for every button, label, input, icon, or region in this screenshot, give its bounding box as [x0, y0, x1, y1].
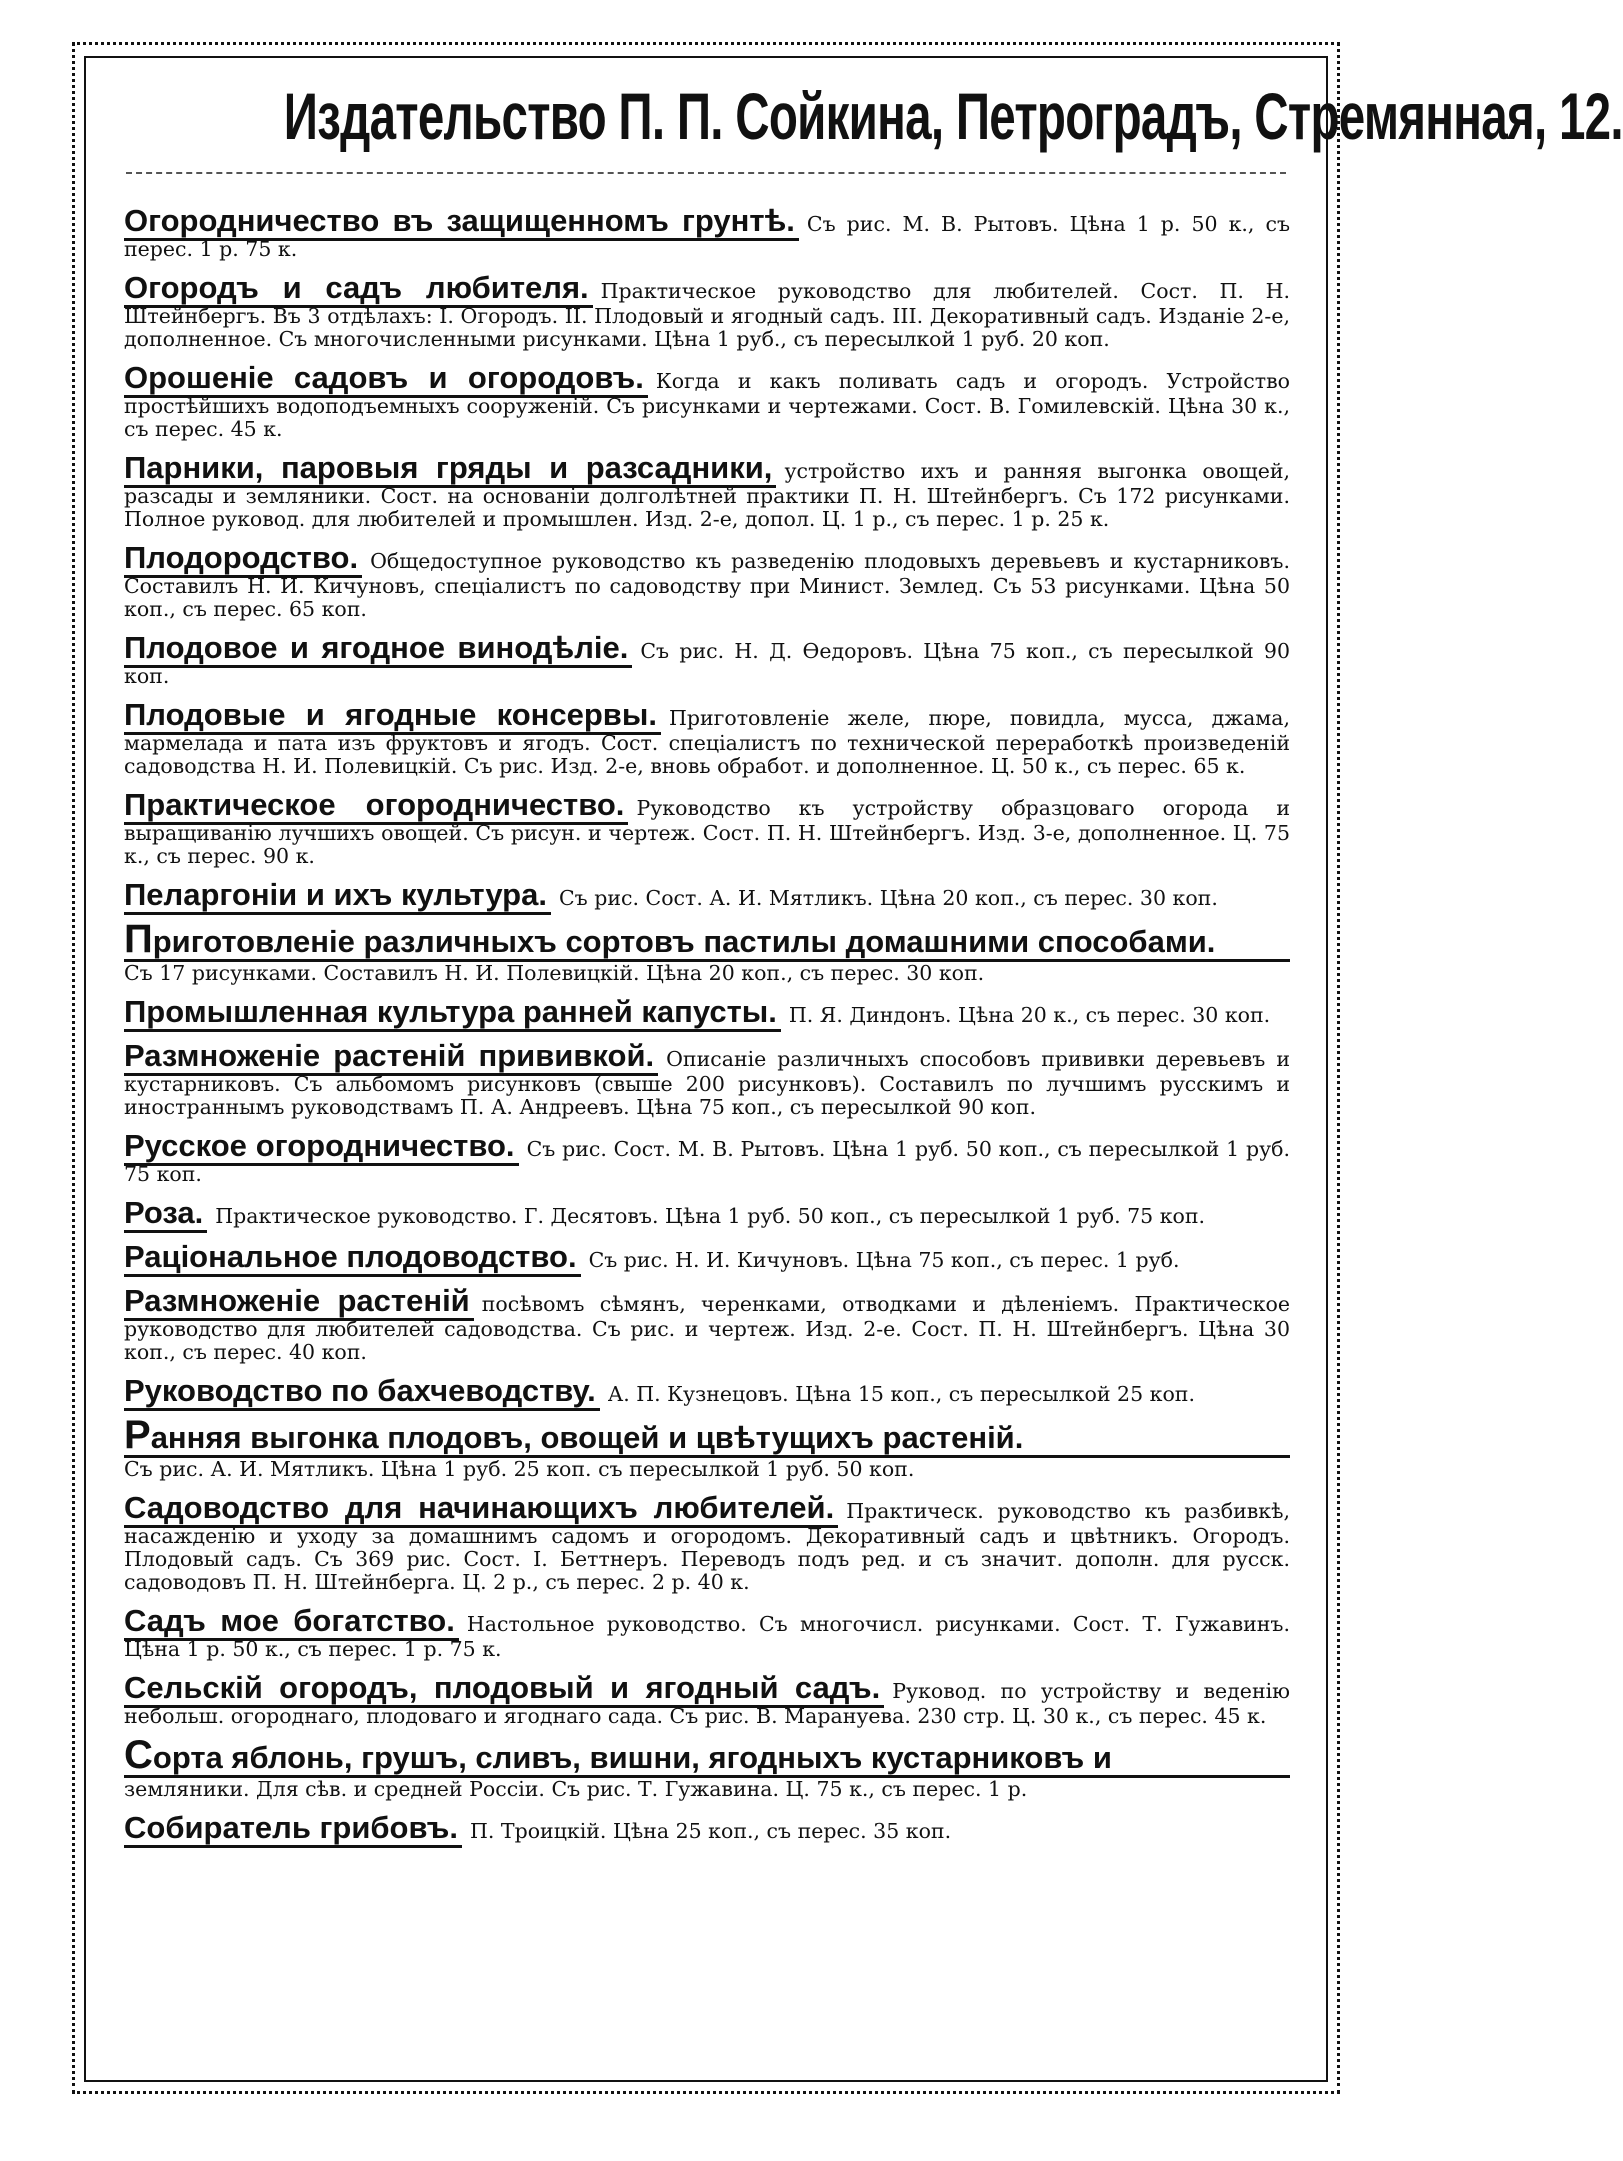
entry-description: П. Я. Диндонъ. Цѣна 20 к., съ перес. 30 коп.	[788, 1003, 1271, 1027]
entry-description: А. П. Кузнецовъ. Цѣна 15 коп., съ пересылкой 25 коп.	[607, 1382, 1195, 1406]
entry-title: Садъ мое богатство.	[124, 1603, 459, 1641]
catalog-entry	[124, 204, 1290, 261]
entry-title: Парники, паровыя гряды и разсадники,	[124, 450, 776, 488]
catalog-list	[124, 204, 1290, 1855]
catalog-entry	[124, 1240, 1290, 1274]
entry-description: Съ рис. Н. Д. Өедоровъ. Цѣна 75 коп., съ пересылкой 90 коп.	[124, 639, 1291, 688]
catalog-entry	[124, 1374, 1290, 1408]
catalog-entry	[124, 698, 1290, 778]
catalog-entry	[124, 1604, 1290, 1661]
entry-title: Сорта яблонь, грушъ, сливъ, вишни, ягодныхъ кустарниковъ и	[124, 1738, 1290, 1778]
entry-title: Огородничество въ защищенномъ грунтѣ.	[124, 203, 799, 241]
entry-title: Пеларгоніи и ихъ культура.	[124, 877, 551, 915]
catalog-entry	[124, 878, 1290, 912]
catalog-entry	[124, 995, 1290, 1029]
entry-description: Съ рис. А. И. Мятликъ. Цѣна 1 руб. 25 коп. съ пересылкой 1 руб. 50 коп.	[124, 1457, 915, 1481]
entry-title: Огородъ и садъ любителя.	[124, 270, 593, 308]
entry-title: Сельскій огородъ, плодовый и ягодный садъ.	[124, 1670, 884, 1708]
catalog-entry	[124, 541, 1290, 621]
entry-description: Съ 17 рисунками. Составилъ Н. И. Полевицкій. Цѣна 20 коп., съ перес. 30 коп.	[124, 961, 985, 985]
entry-description: Описаніе различныхъ способовъ прививки деревьевъ и кустарниковъ. Съ альбомомъ рисунковъ (свыше 200 рисунковъ). Составилъ по лучшимъ русскимъ и иностраннымъ руководствамъ П. А. Андреевъ. Цѣна 75 коп., съ пересылкой 90 коп.	[124, 1047, 1290, 1119]
catalog-entry	[124, 1129, 1290, 1186]
catalog-entry	[124, 1196, 1290, 1230]
catalog-entry	[124, 1039, 1290, 1119]
entry-title: Промышленная культура ранней капусты.	[124, 994, 781, 1032]
entry-description: земляники. Для сѣв. и средней Россіи. Съ рис. Т. Гужавина. Ц. 75 к., съ перес. 1 р.	[124, 1777, 1028, 1801]
entry-title: Ранняя выгонка плодовъ, овощей и цвѣтущихъ растеній.	[124, 1418, 1290, 1458]
catalog-entry	[124, 917, 1290, 985]
entry-description: устройство ихъ и ранняя выгонка овощей, разсады и земляники. Сост. на основаніи долголѣтней практики П. Н. Штейнбергъ. Съ 172 рисунками. Полное руковод. для любителей и промышлен. Изд. 2-е, допол. Ц. 1 р., съ перес. 1 р. 25 к.	[124, 459, 1291, 531]
entry-description: посѣвомъ сѣмянъ, черенками, отводками и дѣленіемъ. Практическое руководство для любителей садоводства. Съ рис. и чертеж. Изд. 2-е. Сост. П. Н. Штейнбергъ. Цѣна 30 коп., съ перес. 40 коп.	[124, 1292, 1290, 1364]
publisher-header: Издательство П. П. Сойкина, Петроградъ, Стремянная, 12.	[283, 79, 1623, 153]
entry-description: Руковод. по устройству и веденію небольш. огороднаго, плодоваго и ягоднаго сада. Съ рис. В. Марануева. 230 стр. Ц. 30 к., съ перес. 45 к.	[124, 1679, 1291, 1728]
catalog-entry	[124, 631, 1290, 688]
catalog-entry	[124, 1491, 1290, 1594]
entry-description: Приготовленіе желе, пюре, повидла, мусса, джама, мармелада и пата изъ фруктовъ и ягодъ. Сост. спеціалистъ по технической переработкѣ произведеній садоводства Н. И. Полевицкій. Съ рис. Изд. 2-е, вновь обработ. и дополненное. Ц. 50 к., съ перес. 65 к.	[124, 706, 1290, 778]
entry-title: Садоводство для начинающихъ любителей.	[124, 1490, 838, 1528]
entry-title: Русское огородничество.	[124, 1128, 519, 1166]
catalog-entry	[124, 788, 1290, 868]
catalog-entry	[124, 271, 1290, 351]
entry-description: Общедоступное руководство къ разведенію плодовыхъ деревьевъ и кустарниковъ. Составилъ Н. И. Кичуновъ, спеціалистъ по садоводству при Минист. Землед. Съ 53 рисунками. Цѣна 50 коп., съ перес. 65 коп.	[124, 549, 1290, 621]
entry-title: Размноженіе растеній	[124, 1283, 474, 1321]
catalog-entry	[124, 1671, 1290, 1728]
entry-description: Практическ. руководство къ разбивкѣ, насажденію и уходу за домашнимъ садомъ и огородомъ. Декоративный садъ и цвѣтникъ. Огородъ. Плодовый садъ. Съ 369 рис. Сост. I. Беттнеръ. Переводъ подъ ред. и съ значит. дополн. для русск. садоводовъ П. Н. Штейнберга. Ц. 2 р., съ перес. 2 р. 40 к.	[124, 1499, 1290, 1594]
header-divider	[126, 172, 1286, 174]
entry-title: Плодородство.	[124, 540, 362, 578]
catalog-entry	[124, 1284, 1290, 1364]
catalog-entry	[124, 1413, 1290, 1481]
entry-title: Размноженіе растеній прививкой.	[124, 1038, 658, 1076]
entry-title: Приготовленіе различныхъ сортовъ пастилы домашними способами.	[124, 922, 1290, 962]
entry-description: Практическое руководство для любителей. Сост. П. Н. Штейнбергъ. Въ 3 отдѣлахъ: I. Огородъ. II. Плодовый и ягодный садъ. III. Декоративный садъ. Изданіе 2-е, дополненное. Съ многочисленными рисунками. Цѣна 1 руб., съ пересылкой 1 руб. 20 коп.	[124, 279, 1290, 351]
entry-title: Руководство по бахчеводству.	[124, 1373, 600, 1411]
entry-title: Роза.	[124, 1195, 207, 1233]
entry-title: Раціональное плодоводство.	[124, 1239, 581, 1277]
entry-description: П. Троицкій. Цѣна 25 коп., съ перес. 35 коп.	[469, 1819, 952, 1843]
entry-description: Руководство къ устройству образцоваго огорода и выращиванію лучшихъ овощей. Съ рисун. и чертеж. Сост. П. Н. Штейнбергъ. Изд. 3-е, дополненное. Ц. 75 к., съ перес. 90 к.	[124, 796, 1290, 868]
catalog-entry	[124, 1811, 1290, 1845]
catalog-entry	[124, 361, 1290, 441]
entry-title: Орошеніе садовъ и огородовъ.	[124, 360, 648, 398]
entry-title: Плодовые и ягодные консервы.	[124, 697, 661, 735]
entry-description: Съ рис. Сост. М. В. Рытовъ. Цѣна 1 руб. 50 коп., съ пересылкой 1 руб. 75 коп.	[124, 1137, 1291, 1186]
entry-description: Настольное руководство. Съ многочисл. рисунками. Сост. Т. Гужавинъ. Цѣна 1 р. 50 к., съ перес. 1 р. 75 к.	[124, 1612, 1290, 1661]
catalog-entry	[124, 451, 1290, 531]
entry-title: Собиратель грибовъ.	[124, 1810, 462, 1848]
entry-description: Когда и какъ поливать садъ и огородъ. Устройство простѣйшихъ водоподъемныхъ сооруженій. Съ рисунками и чертежами. Сост. В. Гомилевскій. Цѣна 30 к., съ перес. 45 к.	[124, 369, 1290, 441]
catalog-entry	[124, 1733, 1290, 1801]
entry-description: Съ рис. Н. И. Кичуновъ. Цѣна 75 коп., съ перес. 1 руб.	[588, 1248, 1180, 1272]
entry-title: Практическое огородничество.	[124, 787, 628, 825]
entry-description: Съ рис. М. В. Рытовъ. Цѣна 1 р. 50 к., съ перес. 1 р. 75 к.	[124, 212, 1290, 261]
entry-title: Плодовое и ягодное винодѣліе.	[124, 630, 632, 668]
entry-description: Практическое руководство. Г. Десятовъ. Цѣна 1 руб. 50 коп., съ пересылкой 1 руб. 75 коп.	[215, 1204, 1206, 1228]
entry-description: Съ рис. Сост. А. И. Мятликъ. Цѣна 20 коп., съ перес. 30 коп.	[558, 886, 1218, 910]
